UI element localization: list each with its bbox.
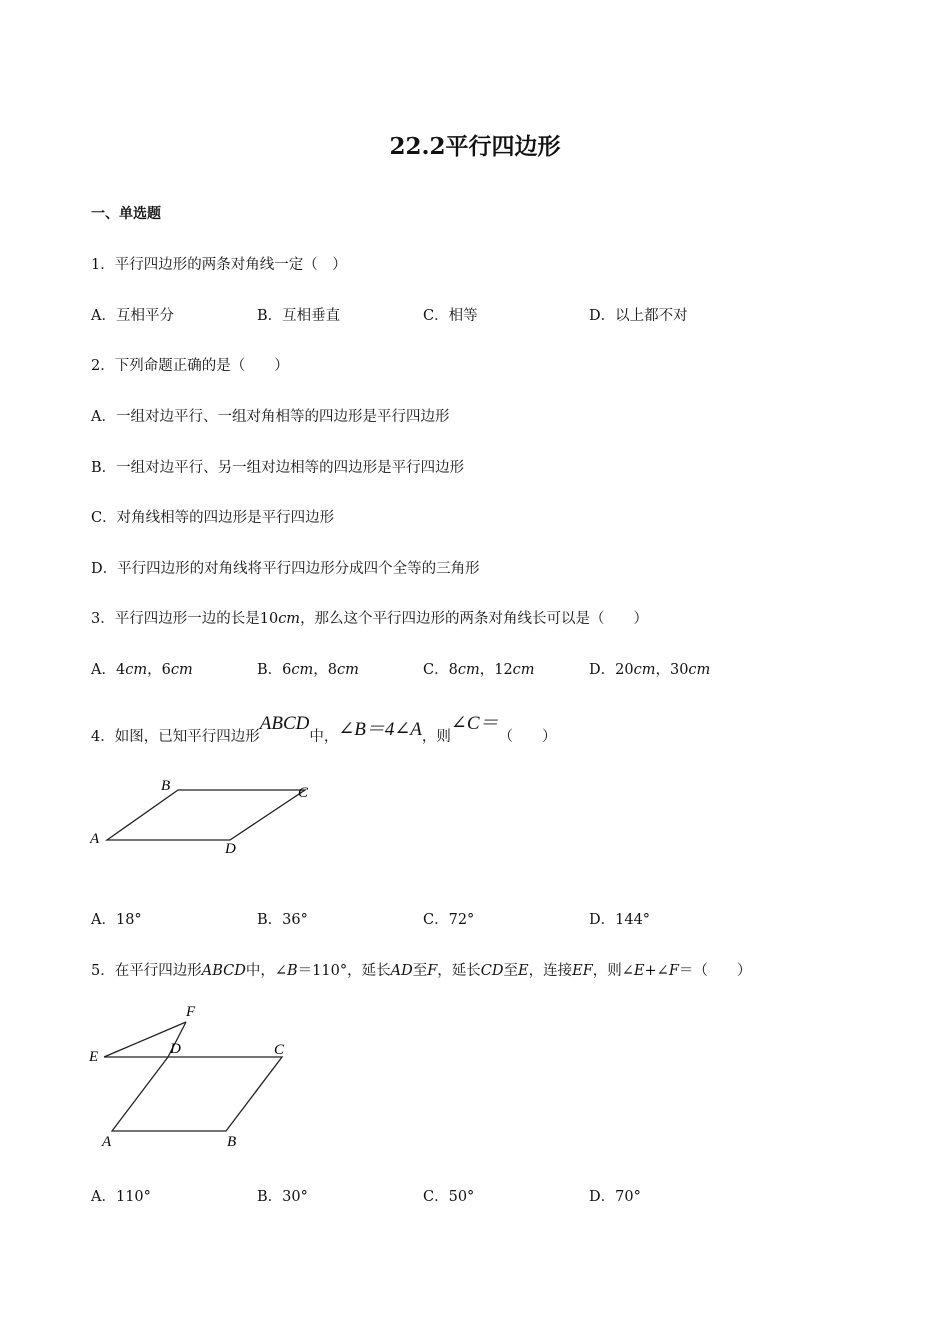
- q3-unit: cm: [633, 662, 656, 678]
- q5-stem-part: 中，∠: [245, 963, 288, 979]
- q3-unit: cm: [125, 662, 148, 678]
- q5-parallelogram-shape: [112, 1057, 282, 1131]
- q5-stem-var: E: [518, 963, 529, 979]
- q3-sep: ，: [479, 662, 495, 678]
- q3-option-c: [423, 658, 535, 679]
- question-5-stem: [91, 959, 751, 980]
- q5-stem-var: AD: [390, 963, 413, 979]
- q4-option-b: B．36°: [257, 912, 308, 928]
- q3-unit: cm: [170, 662, 193, 678]
- q3-unit: cm: [512, 662, 535, 678]
- q5-stem-part: ＝（ ）: [678, 963, 752, 979]
- q3-option-d-prefix: D．: [589, 662, 616, 678]
- q4-parallelogram-figure: [86, 772, 326, 860]
- q4-math-angle-relation: ∠B＝4∠A: [338, 719, 422, 740]
- q5-stem-part: 5．在平行四边形: [91, 963, 202, 979]
- q4-stem-d: （ ）: [498, 729, 557, 745]
- q2-option-b: B．一组对边平行、另一组对边相等的四边形是平行四边形: [91, 460, 465, 476]
- q5-label-f: F: [186, 1004, 196, 1020]
- question-4-stem: [91, 713, 557, 747]
- q3-unit: cm: [457, 662, 480, 678]
- q5-option-d: D．70°: [589, 1189, 641, 1205]
- q4-option-a: A．18°: [91, 912, 142, 928]
- q3-unit: cm: [291, 662, 314, 678]
- q5-label-e: E: [89, 1049, 99, 1065]
- q5-label-a: A: [102, 1134, 112, 1150]
- q5-stem-var: CD: [480, 963, 504, 979]
- q3-unit: cm: [688, 662, 711, 678]
- q4-math-abcd: ABCD: [259, 713, 310, 734]
- q3-option-c-v2: 12: [494, 662, 513, 678]
- question-2-stem: 2．下列命题正确的是（ ）: [91, 358, 289, 374]
- q4-label-d: D: [225, 841, 236, 857]
- q4-option-d: D．144°: [589, 912, 651, 928]
- q3-option-d-v1: 20: [615, 662, 634, 678]
- q3-option-a-v1: 4: [115, 662, 126, 678]
- q4-stem-b: 中，: [309, 729, 339, 745]
- q1-option-c: C．相等: [423, 308, 478, 324]
- q5-option-a: A．110°: [91, 1189, 151, 1205]
- q5-stem-var: B: [287, 963, 298, 979]
- q2-option-d: D．平行四边形的对角线将平行四边形分成四个全等的三角形: [91, 561, 480, 577]
- q3-sep: ，: [313, 662, 328, 678]
- question-1-stem: 1．平行四边形的两条对角线一定（ ）: [91, 257, 347, 273]
- q2-option-c: C．对角线相等的四边形是平行四边形: [91, 510, 335, 526]
- q5-parallelogram-figure: [86, 1000, 306, 1152]
- q3-sep: ，: [147, 662, 162, 678]
- q3-option-a-v2: 6: [161, 662, 171, 678]
- q3-option-b-v1: 6: [282, 662, 292, 678]
- q4-label-b: B: [161, 778, 171, 794]
- q3-stem-unit: cm: [278, 611, 301, 627]
- q3-option-b-prefix: B．: [257, 662, 283, 678]
- q4-option-c: C．72°: [423, 912, 475, 928]
- q1-option-a: A．互相平分: [91, 308, 174, 324]
- q1-option-b: B．互相垂直: [257, 308, 341, 324]
- q5-stem-part: ，延长: [437, 963, 481, 979]
- q5-label-c: C: [274, 1042, 285, 1058]
- q5-stem-part: ＝110°，延长: [297, 963, 391, 979]
- q4-stem-a: 4．如图，已知平行四边形: [91, 729, 260, 745]
- q5-stem-part: ，连接: [528, 963, 573, 979]
- q5-stem-var: ABCD: [201, 963, 246, 979]
- question-3-stem: [91, 607, 648, 628]
- q5-label-b: B: [227, 1134, 237, 1150]
- q3-option-c-prefix: C．: [423, 662, 449, 678]
- q5-stem-var: F: [427, 963, 438, 979]
- q3-option-b: [257, 658, 359, 679]
- section-heading: 一、单选题: [91, 206, 161, 222]
- q2-option-a: A．一组对边平行、一组对角相等的四边形是平行四边形: [91, 409, 450, 425]
- q5-stem-var: E: [633, 963, 645, 979]
- q4-stem-c: ，则: [421, 729, 451, 745]
- q3-option-c-v1: 8: [448, 662, 458, 678]
- q5-stem-part: 至: [503, 963, 519, 979]
- q5-option-c: C．50°: [423, 1189, 475, 1205]
- q5-stem-var: F: [668, 963, 679, 979]
- q5-label-d: D: [170, 1041, 181, 1057]
- q4-parallelogram-shape: [107, 790, 305, 840]
- q3-sep: ，: [655, 662, 670, 678]
- q3-stem-num: 10: [259, 611, 279, 627]
- q3-option-b-v2: 8: [327, 662, 337, 678]
- q5-stem-part: +∠: [644, 963, 669, 979]
- q3-option-a: [91, 658, 193, 679]
- page-title: 22.2平行四边形: [389, 133, 561, 160]
- q3-option-d-v2: 30: [669, 662, 689, 678]
- q3-stem-b: ，那么这个平行四边形的两条对角线长可以是（ ）: [300, 611, 649, 627]
- q3-unit: cm: [337, 662, 359, 678]
- q4-label-a: A: [90, 831, 100, 847]
- q5-stem-part: ，则∠: [592, 963, 634, 979]
- q4-math-angle-c: ∠C＝: [450, 713, 499, 734]
- q5-stem-var: EF: [572, 963, 593, 979]
- q3-option-d: [589, 658, 710, 679]
- q4-label-c: C: [298, 785, 309, 801]
- q3-stem-a: 3．平行四边形一边的长是: [91, 611, 260, 627]
- q3-option-a-prefix: A．: [91, 662, 116, 678]
- q5-option-b: B．30°: [257, 1189, 308, 1205]
- q1-option-d: D．以上都不对: [589, 308, 688, 324]
- q5-stem-part: 至: [412, 963, 428, 979]
